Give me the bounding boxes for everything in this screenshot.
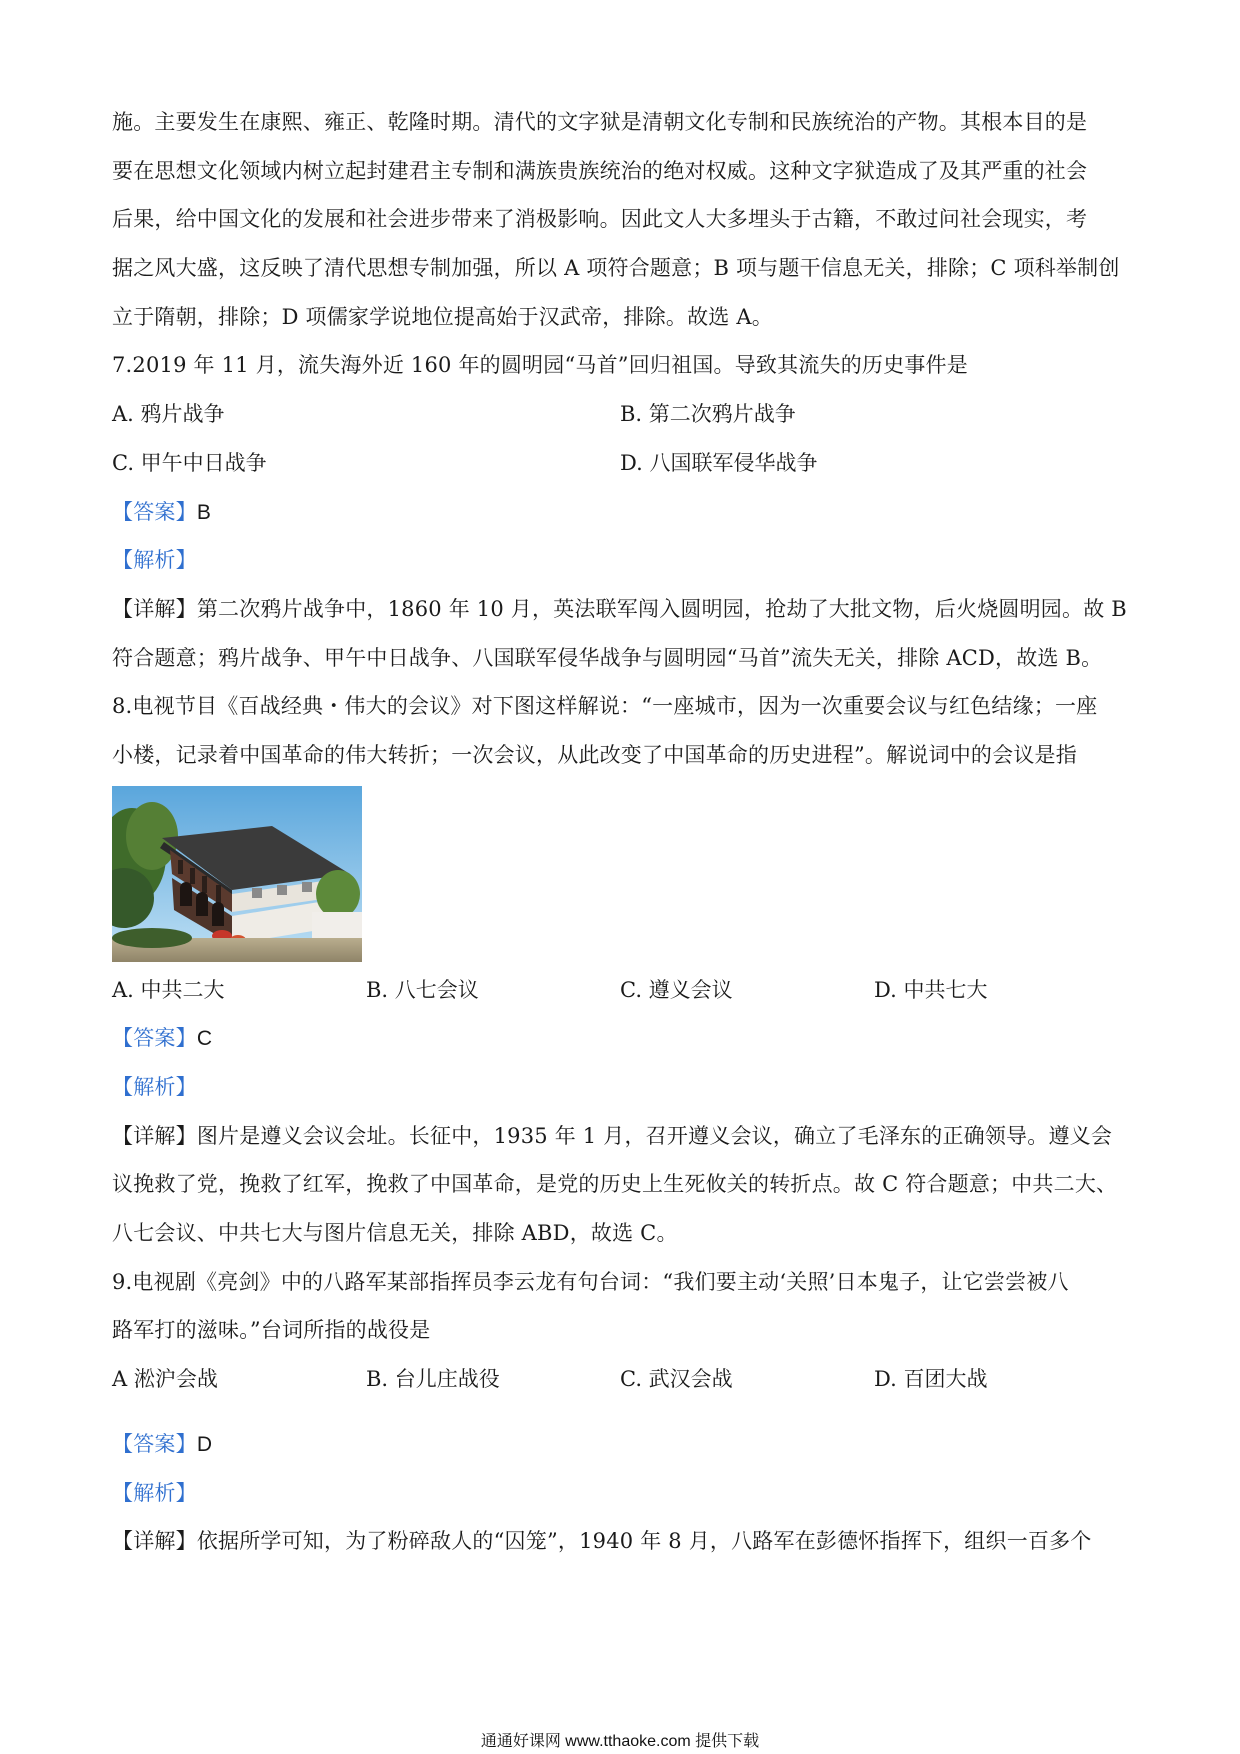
paragraph-line: 据之风大盛，这反映了清代思想专制加强，所以 A 项符合题意；B 项与题干信息无关，排除；C 项科举制创 [112,256,1120,281]
detail-line: 八七会议、中共七大与图片信息无关，排除 ABD，故选 C。 [112,1221,678,1246]
analysis-row [112,1469,1128,1518]
question-9-stem: 9.电视剧《亮剑》中的八路军某部指挥员李云龙有句台词：“我们要主动‘关照’日本鬼子，让它尝尝被八 [112,1269,1069,1294]
answer-label: 【答案】 [112,1431,197,1456]
question-7-options [112,439,1128,488]
detail-text: 图片是遵义会议会址。长征中，1935 年 1 月，召开遵义会议，确立了毛泽东的正确领导。遵义会 [196,1123,1113,1148]
option-c: C. 甲午中日战争 [112,450,267,475]
detail-line [112,1112,1128,1161]
option-b: B. 八七会议 [366,977,479,1002]
answer-value: D [196,1432,213,1456]
answer-label: 【答案】 [112,499,197,524]
answer-label: 【答案】 [112,1026,197,1051]
option-d: D. 中共七大 [874,977,988,1002]
detail-line [112,585,1128,634]
answer-row [112,1014,1128,1063]
zunyi-meeting-site-photo [112,786,362,962]
detail-label: 【详解】 [112,1123,197,1148]
paragraph-line: 施。主要发生在康熙、雍正、乾隆时期。清代的文字狱是清朝文化专制和民族统治的产物。其根本目的是 [112,110,1088,134]
document-page [112,98,1128,1566]
analysis-row [112,1063,1128,1112]
question-9-stem: 路军打的滋味。”台词所指的战役是 [112,1318,431,1343]
answer-row [112,1420,1128,1469]
question-7-stem: 7.2019 年 11 月，流失海外近 160 年的圆明园“马首”回归祖国。导致其流失的历史事件是 [112,353,968,378]
option-a: A. 中共二大 [112,977,225,1002]
paragraph-line: 后果，给中国文化的发展和社会进步带来了消极影响。因此文人大多埋头于古籍，不敢过问社会现实，考 [112,207,1088,232]
option-c: C. 武汉会战 [620,1367,733,1392]
option-a: A 淞沪会战 [112,1367,218,1392]
detail-line [112,1517,1128,1566]
answer-row [112,488,1128,537]
analysis-label: 【解析】 [112,1480,197,1505]
option-a: A. 鸦片战争 [112,402,225,427]
question-7-options [112,390,1128,439]
option-b: B. 第二次鸦片战争 [620,402,796,427]
detail-label: 【详解】 [112,596,197,621]
analysis-row [112,536,1128,585]
spacer [112,1404,1128,1420]
option-d: D. 百团大战 [874,1367,988,1392]
paragraph-line: 立于隋朝，排除；D 项儒家学说地位提高始于汉武帝，排除。故选 A。 [112,304,773,329]
option-b: B. 台儿庄战役 [366,1367,500,1392]
question-9-options [112,1355,1128,1404]
detail-text: 依据所学可知，为了粉碎敌人的“囚笼”，1940 年 8 月，八路军在彭德怀指挥下，组织一百多个 [196,1529,1092,1554]
question-8-stem: 小楼，记录着中国革命的伟大转折；一次会议，从此改变了中国革命的历史进程”。解说词中的会议是指 [112,742,1077,767]
page-footer: 通通好课网 www.tthaoke.com 提供下载 [480,1733,760,1750]
question-8-stem: 8.电视节目《百战经典・伟大的会议》对下图这样解说：“一座城市，因为一次重要会议与红色结缘；一座 [112,694,1098,719]
building-photo-illustration [112,786,362,962]
detail-text: 第二次鸦片战争中，1860 年 10 月，英法联军闯入圆明园，抢劫了大批文物，后火烧圆明园。故 B [196,596,1127,621]
option-d: D. 八国联军侵华战争 [620,450,818,475]
paragraph-line: 要在思想文化领域内树立起封建君主专制和满族贵族统治的绝对权威。这种文字狱造成了及其严重的社会 [112,158,1088,183]
answer-value: C [196,1027,213,1051]
analysis-label: 【解析】 [112,548,197,573]
option-c: C. 遵义会议 [620,977,733,1002]
detail-line: 议挽救了党，挽救了红军，挽救了中国革命，是党的历史上生死攸关的转折点。故 C 符合题意；中共二大、 [112,1172,1118,1197]
detail-line: 符合题意；鸦片战争、甲午中日战争、八国联军侵华战争与圆明园“马首”流失无关，排除 ACD，故选 B。 [112,645,1103,670]
analysis-label: 【解析】 [112,1075,197,1099]
question-8-options [112,966,1128,1015]
detail-label: 【详解】 [112,1529,197,1554]
answer-value: B [196,500,212,524]
